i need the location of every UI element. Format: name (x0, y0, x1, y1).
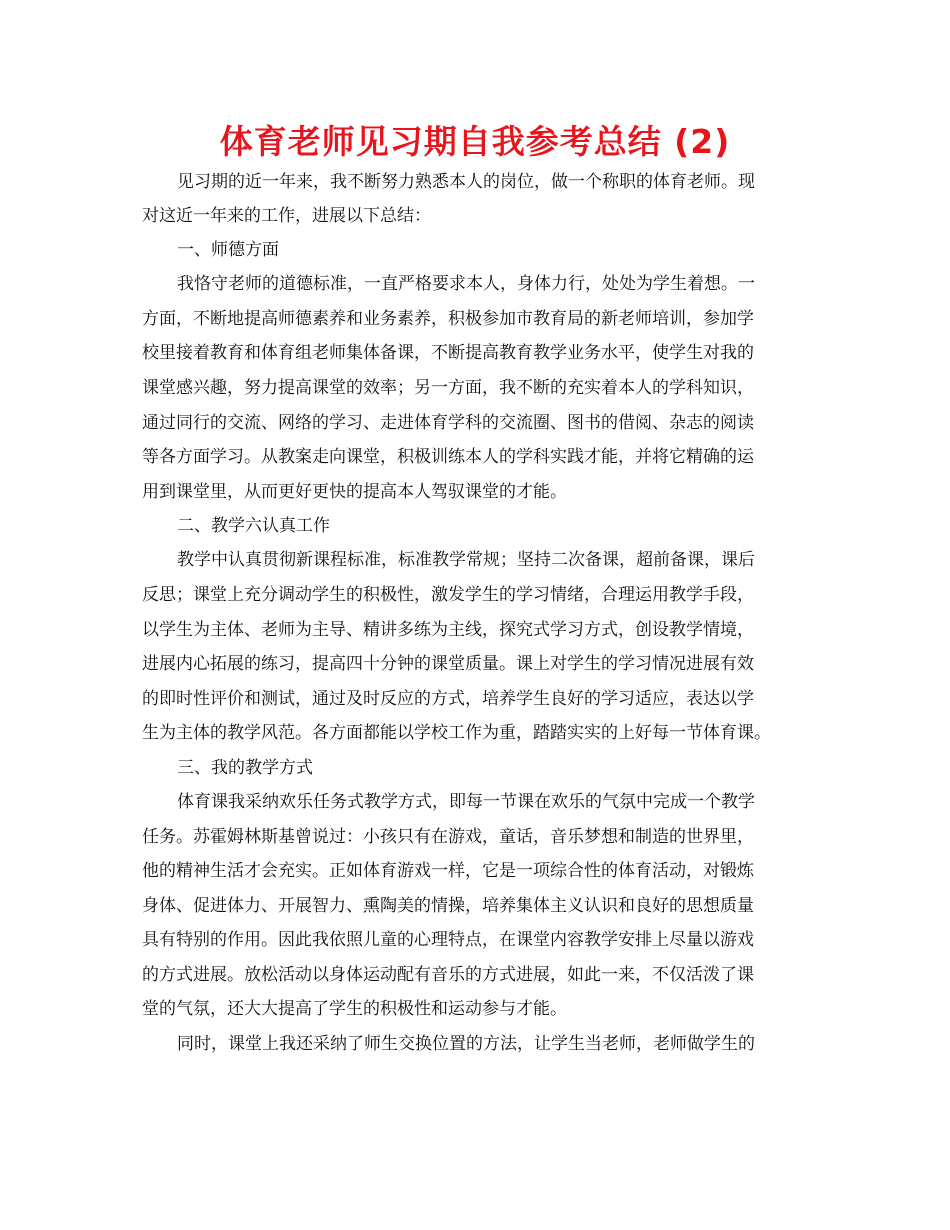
section-heading: 一、师德方面 (177, 240, 279, 260)
paragraph-line: 堂的气氛，还大大提高了学生的积极性和运动参与才能。 (142, 999, 567, 1019)
paragraph-line: 教学中认真贯彻新课程标准，标准教学常规；坚持二次备课，超前备课，课后 (177, 550, 755, 570)
paragraph-line: 反思；课堂上充分调动学生的积极性，激发学生的学习情绪，合理运用教学手段， (142, 585, 754, 605)
paragraph-line: 身体、促进体力、开展智力、熏陶美的情操，培养集体主义认识和良好的思想质量 (142, 896, 754, 916)
paragraph-line: 任务。苏霍姆林斯基曾说过：小孩只有在游戏，童话，音乐梦想和制造的世界里， (142, 827, 754, 847)
paragraph-line: 进展内心拓展的练习，提高四十分钟的课堂质量。课上对学生的学习情况进展有效 (142, 654, 754, 674)
paragraph-line: 具有特别的作用。因此我依照儿童的心理特点，在课堂内容教学安排上尽量以游戏 (142, 930, 754, 950)
paragraph-line: 用到课堂里，从而更好更快的提高本人驾驭课堂的才能。 (142, 482, 567, 502)
paragraph-line: 同时，课堂上我还采纳了师生交换位置的方法，让学生当老师，老师做学生的 (177, 1034, 755, 1054)
paragraph-line: 见习期的近一年来，我不断努力熟悉本人的岗位，做一个称职的体育老师。现 (177, 172, 755, 192)
paragraph-line: 生为主体的教学风范。各方面都能以学校工作为重，踏踏实实的上好每一节体育课。 (142, 723, 771, 743)
paragraph-line: 以学生为主体、老师为主导、精讲多练为主线，探究式学习方式，创设教学情境， (142, 620, 754, 640)
paragraph-line: 体育课我采纳欢乐任务式教学方式，即每一节课在欢乐的气氛中完成一个教学 (177, 792, 755, 812)
paragraph-line: 校里接着教育和体育组老师集体备课，不断提高教育教学业务水平，使学生对我的 (142, 343, 754, 363)
paragraph-line: 方面，不断地提高师德素养和业务素养，积极参加市教育局的新老师培训，参加学 (142, 309, 754, 329)
paragraph-line: 通过同行的交流、网络的学习、走进体育学科的交流圈、图书的借阅、杂志的阅读 (142, 413, 754, 433)
document-title: 体育老师见习期自我参考总结 (2) (219, 122, 731, 161)
paragraph-line: 对这近一年来的工作，进展以下总结： (142, 206, 431, 226)
paragraph-line: 课堂感兴趣，努力提高课堂的效率；另一方面，我不断的充实着本人的学科知识， (142, 378, 754, 398)
paragraph-line: 等各方面学习。从教案走向课堂，积极训练本人的学科实践才能，并将它精确的运 (142, 447, 754, 467)
paragraph-line: 的即时性评价和测试，通过及时反应的方式，培养学生良好的学习适应，表达以学 (142, 689, 754, 709)
paragraph-line: 的方式进展。放松活动以身体运动配有音乐的方式进展，如此一来，不仅活泼了课 (142, 965, 754, 985)
section-heading: 三、我的教学方式 (177, 758, 313, 778)
section-heading: 二、教学六认真工作 (177, 516, 330, 536)
paragraph-line: 我恪守老师的道德标准，一直严格要求本人，身体力行，处处为学生着想。一 (177, 274, 755, 294)
paragraph-line: 他的精神生活才会充实。正如体育游戏一样，它是一项综合性的体育活动，对锻炼 (142, 861, 754, 881)
